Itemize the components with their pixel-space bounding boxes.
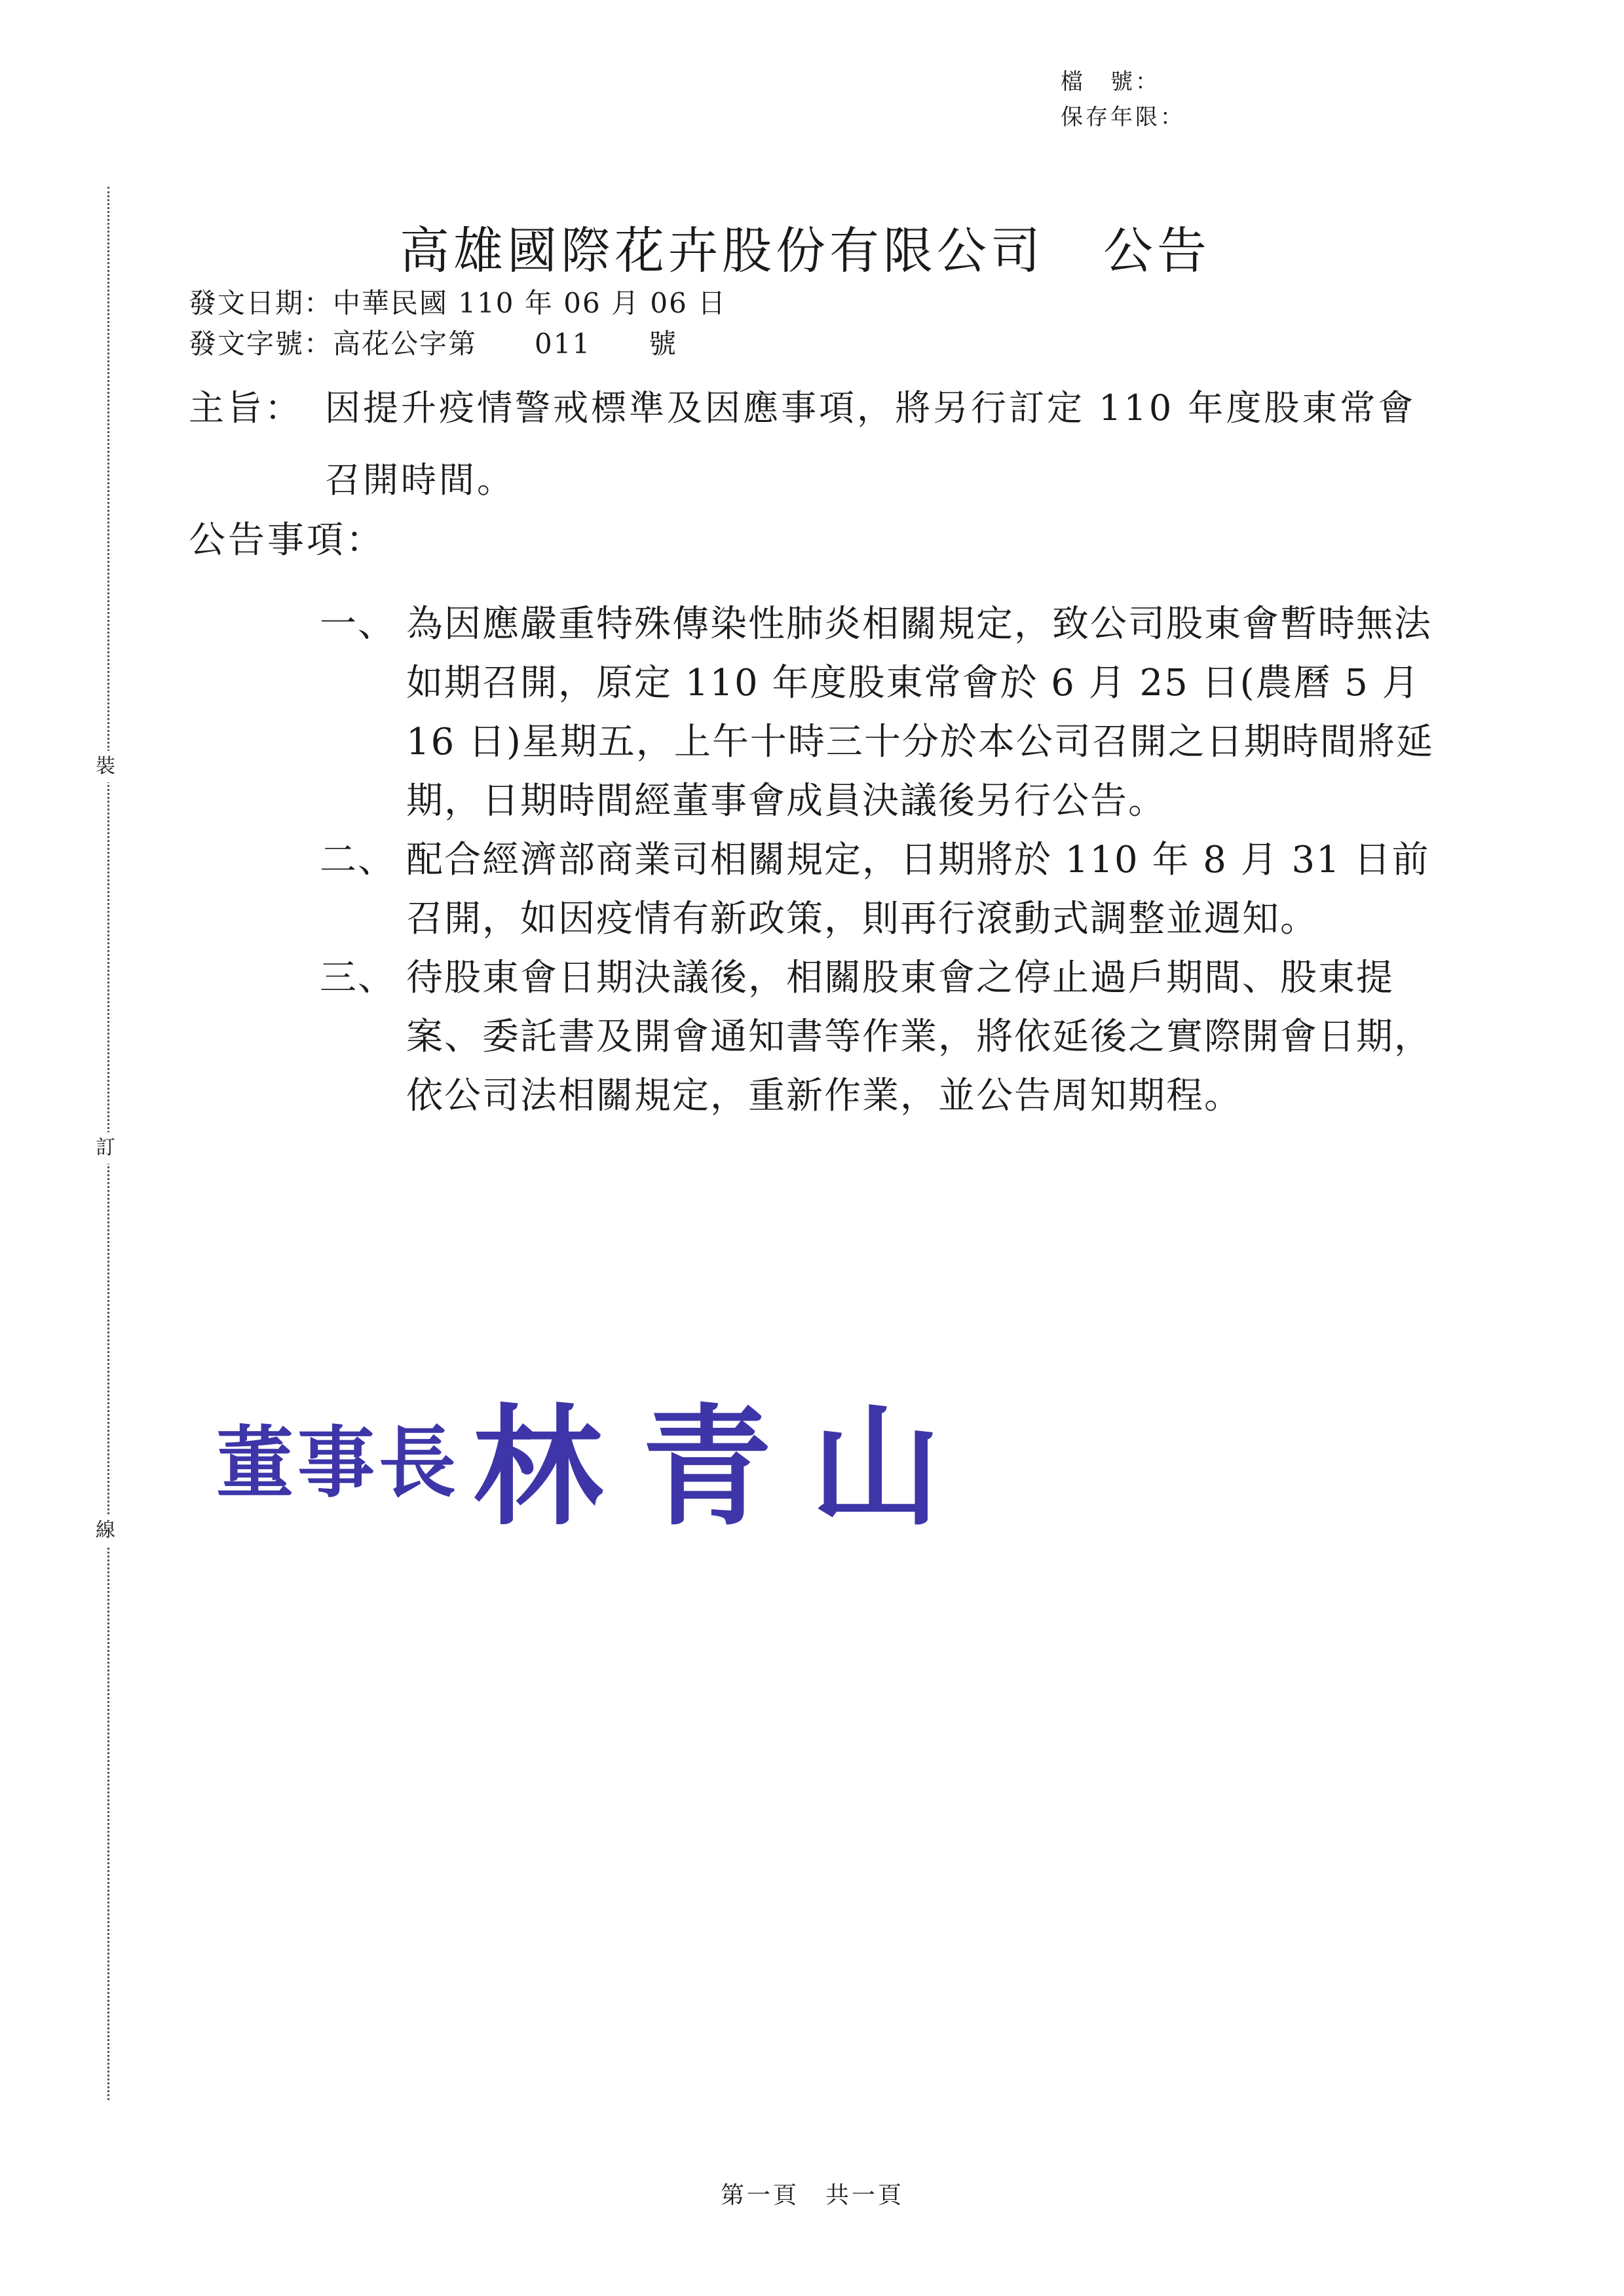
binding-char-ding: 訂 [96,1132,115,1164]
notice-item-number: 一、 [320,603,396,645]
issue-date: 發文日期：中華民國 110 年 06 月 06 日 [189,287,727,319]
chairman-signature-stamp [216,1363,980,1550]
notice-item [320,595,1446,831]
company-name: 高雄國際花卉股份有限公司 [400,221,1044,280]
file-number-field [1061,64,1185,100]
notice-item [320,949,1446,1126]
subject-section [189,372,1446,516]
archive-fields [1061,64,1185,135]
signature-role: 董事長 [216,1417,461,1508]
subject-label: 主旨： [189,387,303,429]
notice-item-text: 待股東會日期決議後，相關股東會之停止過戶期間、股東提案、委託書及開會通知書等作業，將依延後之實際開會日期，依公司法相關規定，重新作業，並公告周知期程。 [406,957,1432,1117]
file-number-label: 檔 號： [1061,69,1160,95]
notice-item-text: 配合經濟部商業司相關規定，日期將於 110 年 8 月 31 日前召開，如因疫情有新政策，則再行滾動式調整並週知。 [406,839,1430,940]
notice-item-text: 為因應嚴重特殊傳染性肺炎相關規定，致公司股東會暫時無法如期召開，原定 110 年度股東常會於 6 月 25 日(農曆 5 月 16 日)星期五，上午十時三十分於本公司召開之日期時間將延期，日期時間經董事會成員決議後另行公告。 [406,603,1434,822]
document-title [400,211,1211,282]
reference-number: 發文字號：高花公字第 011 號 [189,328,678,360]
notice-items [320,595,1446,1126]
signature-name: 林青山 [473,1390,981,1543]
page-footer: 第一頁 共一頁 [721,2182,905,2209]
notice-item-number: 三、 [320,957,396,999]
binding-char-zhuang: 裝 [96,751,115,782]
subject-text: 因提升疫情警戒標準及因應事項，將另行訂定 110 年度股東常會召開時間。 [325,387,1416,501]
notice-label: 公告事項： [189,519,385,562]
retention-period-field [1061,100,1185,135]
document-type: 公告 [1103,221,1211,280]
binding-char-xian: 線 [96,1515,115,1546]
notice-item-number: 二、 [320,839,396,881]
notice-item [320,831,1446,949]
retention-period-label: 保存年限： [1061,104,1185,130]
